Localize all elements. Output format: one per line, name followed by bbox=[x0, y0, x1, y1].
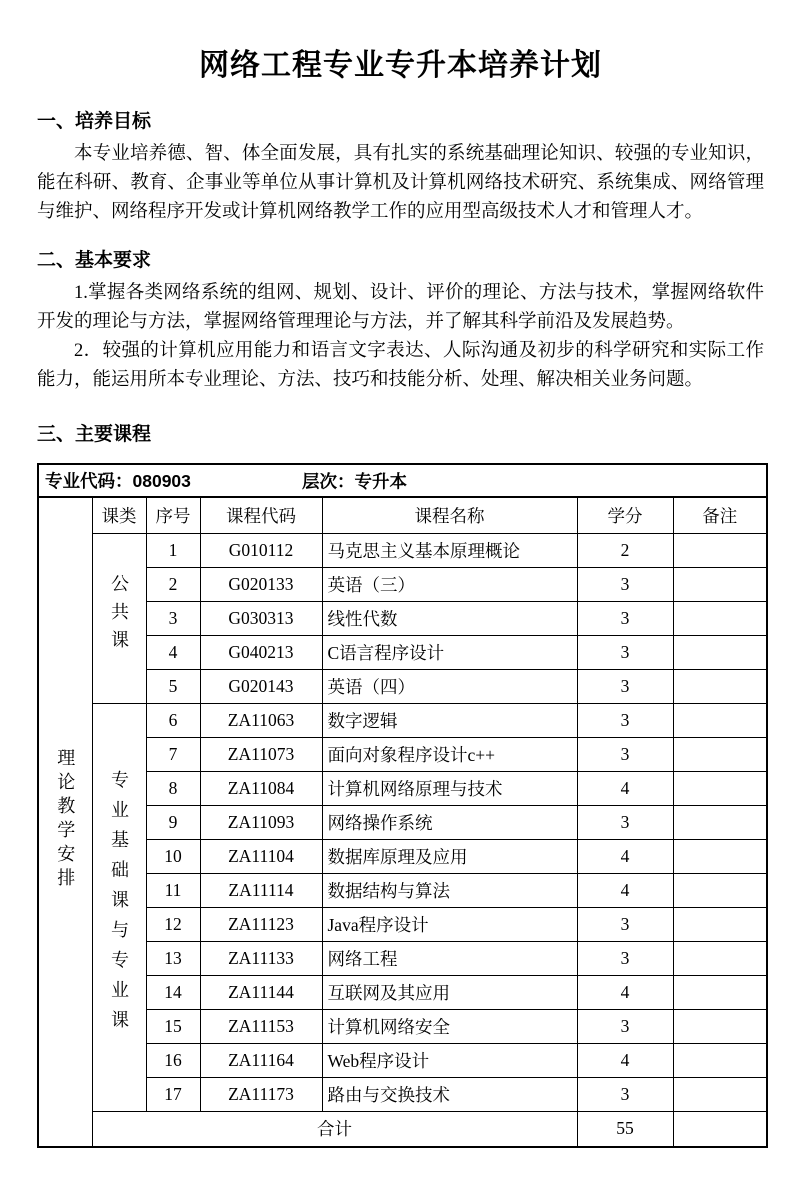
table-meta-cell bbox=[38, 464, 767, 497]
cell-name: 线性代数 bbox=[322, 601, 577, 635]
table-meta-row bbox=[38, 464, 767, 497]
cell-index: 8 bbox=[146, 771, 200, 805]
cell-code: ZA11084 bbox=[200, 771, 322, 805]
header-category: 课类 bbox=[92, 497, 146, 533]
cell-credits: 3 bbox=[577, 941, 673, 975]
header-credits: 学分 bbox=[577, 497, 673, 533]
side-label-cell bbox=[38, 497, 92, 1147]
cell-index: 4 bbox=[146, 635, 200, 669]
table-row bbox=[38, 601, 767, 635]
cell-name: 英语（三） bbox=[322, 567, 577, 601]
training-objectives-paragraph: 本专业培养德、智、体全面发展，具有扎实的系统基础理论知识、较强的专业知识，能在科研、教育、企事业等单位从事计算机及计算机网络技术研究、系统集成、网络管理与维护、网络程序开发或计算机网络教学工作的应用型高级技术人才和管理人才。 bbox=[37, 144, 764, 222]
basic-requirements-paragraph-2: 2．较强的计算机应用能力和语言文字表达、人际沟通及初步的科学研究和实际工作能力，能运用所本专业理论、方法、技巧和技能分析、处理、解决相关业务问题。 bbox=[37, 341, 764, 390]
cell-code: G040213 bbox=[200, 635, 322, 669]
cell-index: 10 bbox=[146, 839, 200, 873]
cell-name: 英语（四） bbox=[322, 669, 577, 703]
cell-remark bbox=[673, 941, 767, 975]
cell-index: 7 bbox=[146, 737, 200, 771]
cell-credits: 3 bbox=[577, 635, 673, 669]
cell-credits: 4 bbox=[577, 839, 673, 873]
cell-code: ZA11153 bbox=[200, 1009, 322, 1043]
cell-remark bbox=[673, 1009, 767, 1043]
cell-remark bbox=[673, 703, 767, 737]
cell-credits: 4 bbox=[577, 975, 673, 1009]
cell-remark bbox=[673, 669, 767, 703]
table-row bbox=[38, 975, 767, 1009]
cell-remark bbox=[673, 907, 767, 941]
table-row bbox=[38, 533, 767, 567]
cell-name: 数据库原理及应用 bbox=[322, 839, 577, 873]
cell-credits: 4 bbox=[577, 771, 673, 805]
cell-credits: 3 bbox=[577, 1009, 673, 1043]
cell-index: 9 bbox=[146, 805, 200, 839]
table-row bbox=[38, 1077, 767, 1111]
cell-credits: 3 bbox=[577, 907, 673, 941]
cell-name: 数据结构与算法 bbox=[322, 873, 577, 907]
cell-index: 6 bbox=[146, 703, 200, 737]
cell-index: 12 bbox=[146, 907, 200, 941]
header-remarks: 备注 bbox=[673, 497, 767, 533]
cell-code: ZA11073 bbox=[200, 737, 322, 771]
cell-code: ZA11144 bbox=[200, 975, 322, 1009]
header-name: 课程名称 bbox=[322, 497, 577, 533]
course-table bbox=[37, 463, 768, 1148]
cell-remark bbox=[673, 635, 767, 669]
table-row bbox=[38, 737, 767, 771]
cell-name: 路由与交换技术 bbox=[322, 1077, 577, 1111]
cell-name: 面向对象程序设计c++ bbox=[322, 737, 577, 771]
table-row bbox=[38, 703, 767, 737]
cell-index: 2 bbox=[146, 567, 200, 601]
cell-name: 计算机网络安全 bbox=[322, 1009, 577, 1043]
cell-remark bbox=[673, 805, 767, 839]
page-title: 网络工程专业专升本培养计划 bbox=[199, 49, 602, 82]
cell-remark bbox=[673, 975, 767, 1009]
table-row bbox=[38, 873, 767, 907]
table-row bbox=[38, 635, 767, 669]
cell-credits: 3 bbox=[577, 1077, 673, 1111]
cell-index: 13 bbox=[146, 941, 200, 975]
cell-remark bbox=[673, 601, 767, 635]
major-code-label: 专业代码：080903 bbox=[45, 471, 191, 491]
cell-code: ZA11164 bbox=[200, 1043, 322, 1077]
cell-code: G010112 bbox=[200, 533, 322, 567]
table-row bbox=[38, 839, 767, 873]
cell-code: ZA11063 bbox=[200, 703, 322, 737]
header-index: 序号 bbox=[146, 497, 200, 533]
cell-name: 网络操作系统 bbox=[322, 805, 577, 839]
cell-credits: 3 bbox=[577, 805, 673, 839]
cell-remark bbox=[673, 1077, 767, 1111]
cell-code: ZA11093 bbox=[200, 805, 322, 839]
table-row bbox=[38, 771, 767, 805]
cell-credits: 3 bbox=[577, 669, 673, 703]
cell-name: Java程序设计 bbox=[322, 907, 577, 941]
basic-requirements-paragraph-1: 1.掌握各类网络系统的组网、规划、设计、评价的理论、方法与技术，掌握网络软件开发的理论与方法，掌握网络管理理论与方法，并了解其科学前沿及发展趋势。 bbox=[37, 283, 764, 332]
cell-remark bbox=[673, 839, 767, 873]
section-heading-basic-requirements: 二、基本要求 bbox=[37, 250, 152, 271]
cell-index: 11 bbox=[146, 873, 200, 907]
table-total-row bbox=[38, 1111, 767, 1147]
total-label-cell: 合计 bbox=[92, 1111, 577, 1147]
cell-remark bbox=[673, 771, 767, 805]
cell-name: 互联网及其应用 bbox=[322, 975, 577, 1009]
section-heading-main-courses: 三、主要课程 bbox=[37, 424, 152, 445]
cell-code: ZA11123 bbox=[200, 907, 322, 941]
table-row bbox=[38, 1043, 767, 1077]
cell-index: 15 bbox=[146, 1009, 200, 1043]
cell-name: 网络工程 bbox=[322, 941, 577, 975]
cell-code: G020143 bbox=[200, 669, 322, 703]
cell-index: 16 bbox=[146, 1043, 200, 1077]
cell-code: ZA11173 bbox=[200, 1077, 322, 1111]
table-row bbox=[38, 907, 767, 941]
category-label-public: 公共课 bbox=[109, 573, 129, 658]
cell-remark bbox=[673, 737, 767, 771]
table-row bbox=[38, 941, 767, 975]
header-code: 课程代码 bbox=[200, 497, 322, 533]
cell-credits: 4 bbox=[577, 1043, 673, 1077]
total-remark-cell bbox=[673, 1111, 767, 1147]
table-header-row bbox=[38, 497, 767, 533]
cell-name: 计算机网络原理与技术 bbox=[322, 771, 577, 805]
table-row bbox=[38, 1009, 767, 1043]
table-row bbox=[38, 567, 767, 601]
section-heading-training-objectives: 一、培养目标 bbox=[37, 111, 152, 132]
cell-index: 17 bbox=[146, 1077, 200, 1111]
cell-code: G030313 bbox=[200, 601, 322, 635]
cell-credits: 2 bbox=[577, 533, 673, 567]
table-row bbox=[38, 805, 767, 839]
cell-name: Web程序设计 bbox=[322, 1043, 577, 1077]
cell-name: 数字逻辑 bbox=[322, 703, 577, 737]
cell-credits: 3 bbox=[577, 703, 673, 737]
cell-remark bbox=[673, 873, 767, 907]
side-label: 理论教学安排 bbox=[55, 747, 76, 892]
cell-credits: 4 bbox=[577, 873, 673, 907]
category-label-major: 专业基础课与专业课 bbox=[109, 769, 129, 1040]
cell-index: 5 bbox=[146, 669, 200, 703]
level-label: 层次：专升本 bbox=[302, 471, 407, 491]
cell-code: ZA11104 bbox=[200, 839, 322, 873]
cell-index: 3 bbox=[146, 601, 200, 635]
cell-index: 14 bbox=[146, 975, 200, 1009]
cell-name: C语言程序设计 bbox=[322, 635, 577, 669]
cell-remark bbox=[673, 1043, 767, 1077]
cell-code: ZA11133 bbox=[200, 941, 322, 975]
total-credits-cell: 55 bbox=[577, 1111, 673, 1147]
cell-name: 马克思主义基本原理概论 bbox=[322, 533, 577, 567]
cell-credits: 3 bbox=[577, 601, 673, 635]
cell-index: 1 bbox=[146, 533, 200, 567]
cell-code: G020133 bbox=[200, 567, 322, 601]
cell-credits: 3 bbox=[577, 567, 673, 601]
category-cell-major bbox=[92, 703, 146, 1111]
cell-credits: 3 bbox=[577, 737, 673, 771]
category-cell-public bbox=[92, 533, 146, 703]
cell-code: ZA11114 bbox=[200, 873, 322, 907]
cell-remark bbox=[673, 533, 767, 567]
table-row bbox=[38, 669, 767, 703]
cell-remark bbox=[673, 567, 767, 601]
